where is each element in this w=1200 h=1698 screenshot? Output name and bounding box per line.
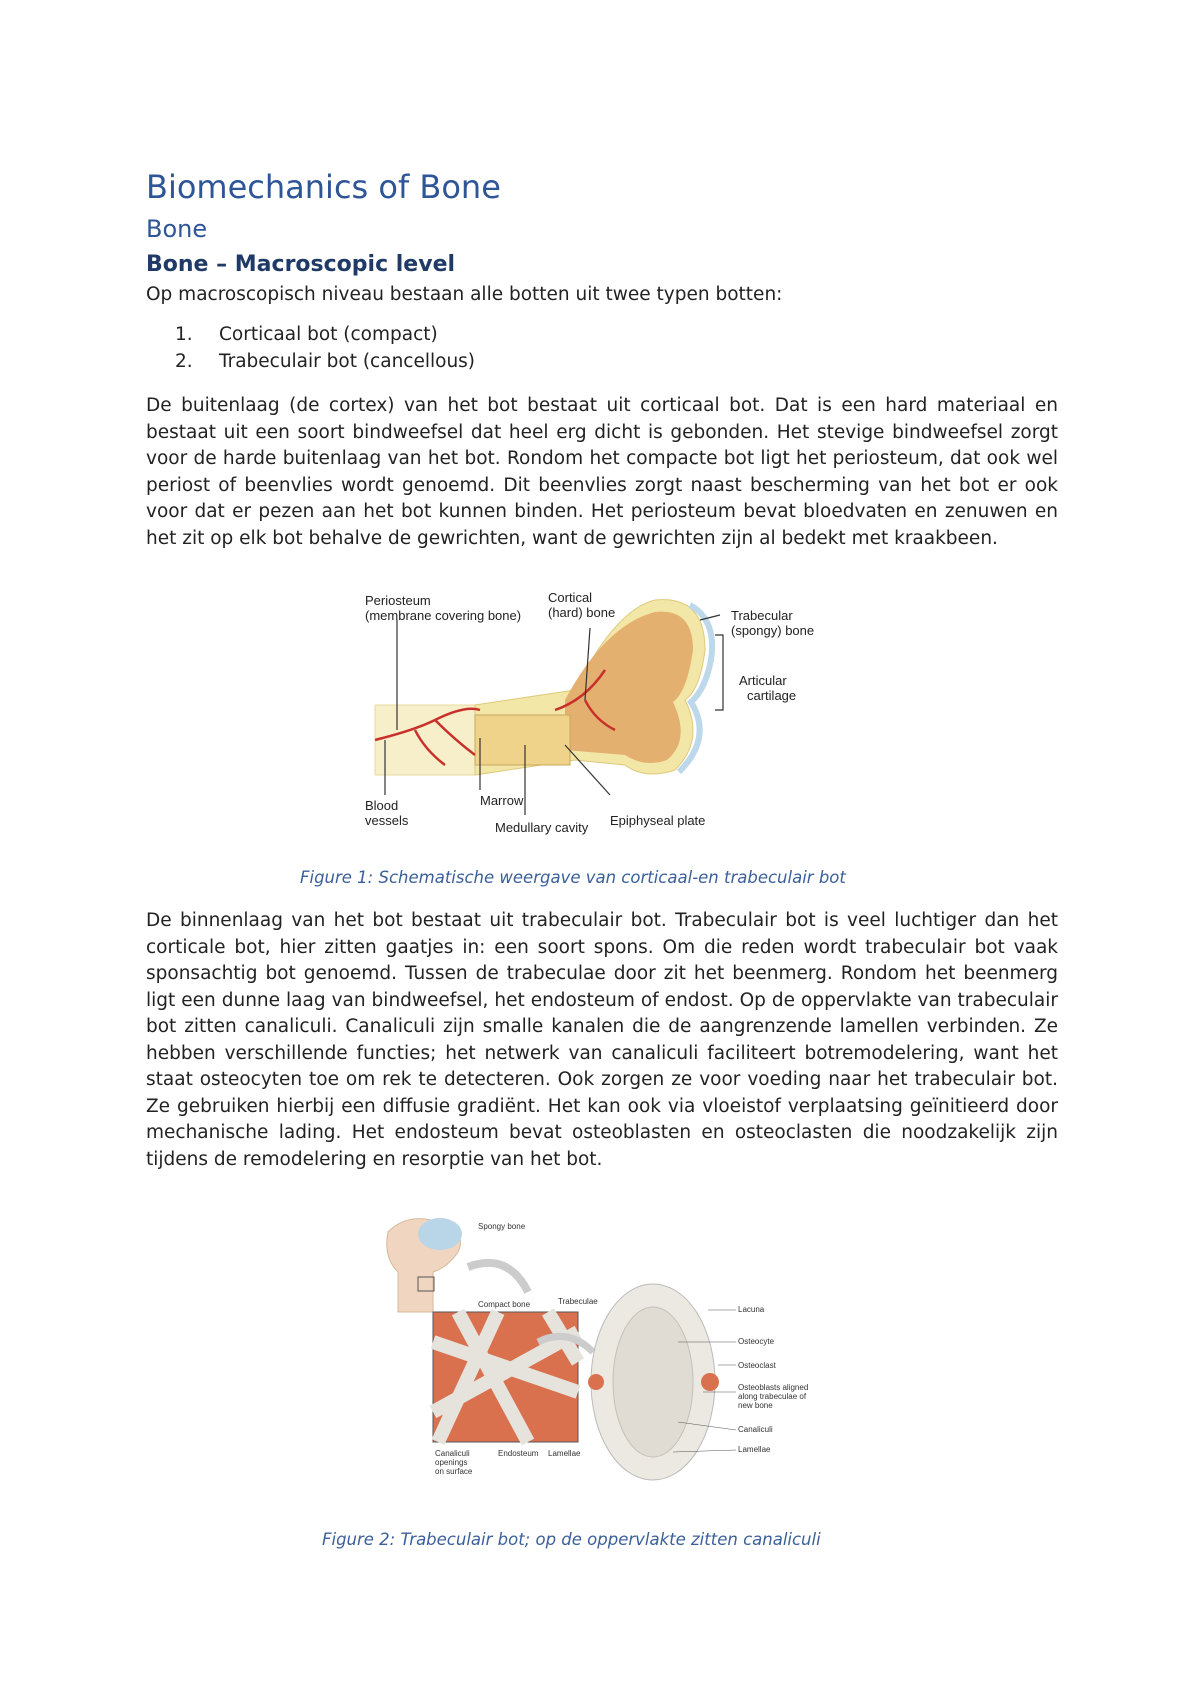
label-blood-sub: vessels — [365, 813, 409, 828]
label-trabecular-sub: (spongy) bone — [731, 623, 815, 638]
label-periosteum-sub: (membrane covering bone) — [365, 608, 522, 623]
label-periosteum: Periosteum — [365, 593, 431, 608]
document-title: Biomechanics of Bone — [146, 168, 501, 206]
label-osteocyte: Osteocyte — [738, 1337, 775, 1346]
list-number: 2. — [175, 350, 193, 372]
subsection-heading: Bone – Macroscopic level — [146, 252, 456, 277]
label-compact: Compact bone — [478, 1300, 531, 1309]
label-medullary: Medullary cavity — [495, 820, 589, 835]
bone-type-list — [175, 322, 475, 375]
label-marrow: Marrow — [480, 793, 524, 808]
label-endosteum: Endosteum — [498, 1449, 539, 1458]
list-text: Trabeculair bot (cancellous) — [219, 350, 476, 372]
label-cortical: Cortical — [548, 590, 593, 605]
label-osteoblasts-2: along trabeculae of — [738, 1392, 807, 1401]
label-osteoblasts-3: new bone — [738, 1401, 773, 1410]
bone-shaft — [375, 705, 475, 775]
label-canaliculi-open-3: on surface — [435, 1467, 473, 1476]
label-lamellae-2: Lamellae — [738, 1445, 771, 1454]
label-blood: Blood — [365, 798, 399, 813]
label-canaliculi-open-2: openings — [435, 1458, 468, 1467]
zoom-arrow — [468, 1263, 528, 1292]
figure-2-caption: Figure 2: Trabeculair bot; op de oppervlakte zitten canaliculi — [322, 1530, 821, 1549]
label-osteoclast: Osteoclast — [738, 1361, 776, 1370]
list-item — [175, 349, 475, 376]
trabecular-region — [565, 612, 693, 763]
list-number: 1. — [175, 324, 193, 345]
label-lacuna: Lacuna — [738, 1305, 765, 1314]
label-trabecular: Trabecular — [731, 608, 793, 623]
spongy-bone-cap — [418, 1218, 462, 1250]
paragraph-trabecular: De binnenlaag van het bot bestaat uit trabeculair bot. Trabeculair bot is veel luchtiger dan het corticale bot, hier zitten gaatjes in: een soort spons. Om die reden wordt trabeculair bot vaak sponsachtig bot genoemd. Tussen de trabeculae door zit het beenmerg. Rondom het beenmerg ligt een dunne laag van bindweefsel, het endosteum of endost. Op de oppervlakte van trabeculair bot zitten canaliculi. Canaliculi zijn smalle kanalen die de aangrenzende lamellen verbinden. Ze hebben verschillende functies; het netwerk van canaliculi faciliteert botremodelering, want het staat osteocyten toe om rek te detecteren. Ook zorgen ze voor voeding naar het trabeculair bot. Ze gebruiken hierbij een diffusie gradiënt. Het kan ook via vloeistof verplaatsing geïnitieerd door mechanische lading. Het endosteum bevat osteoblasten en osteoclasten die noodzakelijk zijn tijdens de remodelering en resorptie van het bot. — [146, 910, 1058, 1170]
label-epiphyseal: Epiphyseal plate — [610, 813, 706, 828]
label-articular: Articular — [739, 673, 787, 688]
list-item — [175, 322, 475, 349]
label-canaliculi: Canaliculi — [738, 1425, 773, 1434]
osteoclast-left — [588, 1374, 604, 1390]
figure-1-caption: Figure 1: Schematische weergave van corticaal-en trabeculair bot — [300, 868, 846, 887]
intro-text: Op macroscopisch niveau bestaan alle botten uit twee typen botten: — [146, 284, 783, 305]
label-canaliculi-open: Canaliculi — [435, 1449, 470, 1458]
label-osteoblasts: Osteoblasts aligned — [738, 1383, 809, 1392]
list-text: Corticaal bot (compact) — [219, 324, 438, 345]
paragraph-cortical: De buitenlaag (de cortex) van het bot bestaat uit corticaal bot. Dat is een hard materiaal en bestaat uit een soort bindweefsel dat heel erg dicht is gebonden. Het stevige bindweefsel zorgt voor de harde buitenlaag van het bot. Rondom het compacte bot ligt het periosteum, dat ook wel periost of beenvlies wordt genoemd. Dit beenvlies zorgt naast bescherming van het bot er ook voor dat er pezen aan het bot kunnen binden. Het periosteum bevat bloedvaten en zenuwen en het zit op elk bot behalve de gewrichten, want de gewrichten zijn al bedekt met kraakbeen. — [146, 395, 1058, 549]
label-spongy: Spongy bone — [478, 1222, 526, 1231]
osteoclast-right — [701, 1373, 719, 1391]
lamellae-ring — [613, 1307, 693, 1457]
label-cortical-sub: (hard) bone — [548, 605, 616, 620]
figure-1-bone-diagram — [355, 590, 875, 850]
label-trabeculae: Trabeculae — [558, 1297, 598, 1306]
medullary-cavity — [475, 715, 570, 765]
figure-2-trabecular-diagram — [378, 1212, 838, 1512]
label-articular-sub: cartilage — [747, 688, 797, 703]
section-heading: Bone — [146, 215, 208, 243]
bracket-line — [715, 635, 723, 710]
label-lamellae: Lamellae — [548, 1449, 581, 1458]
